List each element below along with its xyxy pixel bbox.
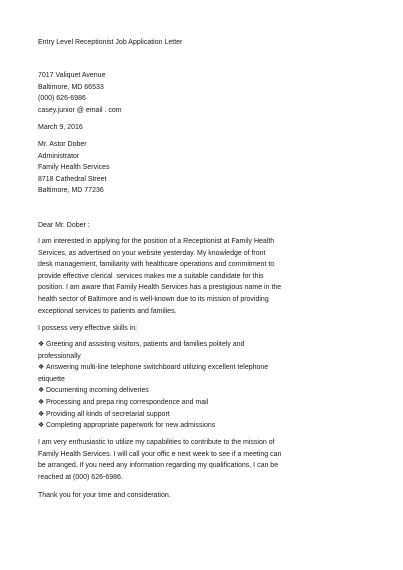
paragraph-line: Services, as advertised on your website yesterday. My knowledge of front	[38, 249, 266, 257]
list-item-text: Documenting incoming deliveries	[46, 387, 149, 395]
sender-address: 7017 Valiquet Avenue	[38, 72, 106, 79]
skills-list	[38, 339, 268, 432]
diamond-bullet-icon: ❖	[38, 387, 45, 395]
list-item-text: Processing and prepa ring correspondence and mail	[46, 398, 209, 406]
letter-title: Entry Level Receptionist Job Application Letter	[38, 39, 183, 46]
skills-intro: I possess very effective skills in:	[38, 325, 138, 332]
list-item-text: Completing appropriate paperwork for new admissions	[46, 422, 216, 430]
list-item	[38, 420, 268, 432]
recipient-title: Administrator	[38, 153, 80, 160]
list-item-continuation: professionally	[38, 352, 81, 360]
paragraph-line: position. I am aware that Family Health Services has a prestigious name in the	[38, 284, 282, 292]
paragraph-line: be arranged. If you need any information regarding my qualifications, I can be	[38, 462, 279, 470]
paragraph-closing	[38, 437, 281, 483]
sender-city-state: Baltimore, MD 66533	[38, 84, 104, 91]
letter-date: March 9, 2016	[38, 124, 83, 131]
paragraph-line: reached at (000) 626-6986.	[38, 473, 123, 481]
closing-line: Thank you for your time and consideration.	[38, 492, 171, 499]
salutation: Dear Mr. Dober :	[38, 222, 90, 229]
recipient-street: 8718 Cathedral Street	[38, 176, 107, 183]
list-item-text: Answering multi-line telephone switchboard utilizing excellent telephone	[46, 364, 269, 372]
recipient-city-state: Baltimore, MD 77236	[38, 187, 104, 194]
paragraph-line: Family Health Services. I will call your offic e next week to see if a meeting can	[38, 450, 282, 458]
paragraph-line: provide effective clerical services makes me a suitable candidate for this	[38, 272, 264, 280]
list-item	[38, 362, 268, 374]
paragraph-line: I am interested in applying for the position of a Receptionist at Family Health	[38, 238, 275, 245]
paragraph-line: I am very enthusiastic to utilize my capabilities to contribute to the mission of	[38, 439, 275, 446]
sender-phone: (000) 626-6986	[38, 95, 86, 102]
diamond-bullet-icon: ❖	[38, 410, 45, 418]
paragraph-line: desk management, familiarity with healthcare operations and commitment to	[38, 261, 275, 269]
recipient-org: Family Health Services	[38, 164, 110, 171]
paragraph-line: health sector of Baltimore and is well-known due to its mission of providing	[38, 295, 269, 303]
list-item	[38, 385, 268, 397]
list-item	[38, 397, 268, 409]
list-item-continuation: etiquette	[38, 375, 65, 383]
list-item	[38, 409, 268, 421]
paragraph-line: exceptional services to patients and families.	[38, 307, 177, 315]
sender-email: casey.junior @ email . com	[38, 107, 122, 114]
paragraph-intro	[38, 236, 281, 317]
diamond-bullet-icon: ❖	[38, 341, 45, 348]
recipient-name: Mr. Astor Dober	[38, 141, 87, 148]
diamond-bullet-icon: ❖	[38, 364, 45, 372]
list-item	[38, 339, 268, 351]
diamond-bullet-icon: ❖	[38, 422, 45, 430]
diamond-bullet-icon: ❖	[38, 398, 45, 406]
list-item-text: Greeting and assisting visitors, patients and families politely and	[46, 341, 245, 348]
list-item-text: Providing all kinds of secretarial support	[46, 410, 170, 418]
